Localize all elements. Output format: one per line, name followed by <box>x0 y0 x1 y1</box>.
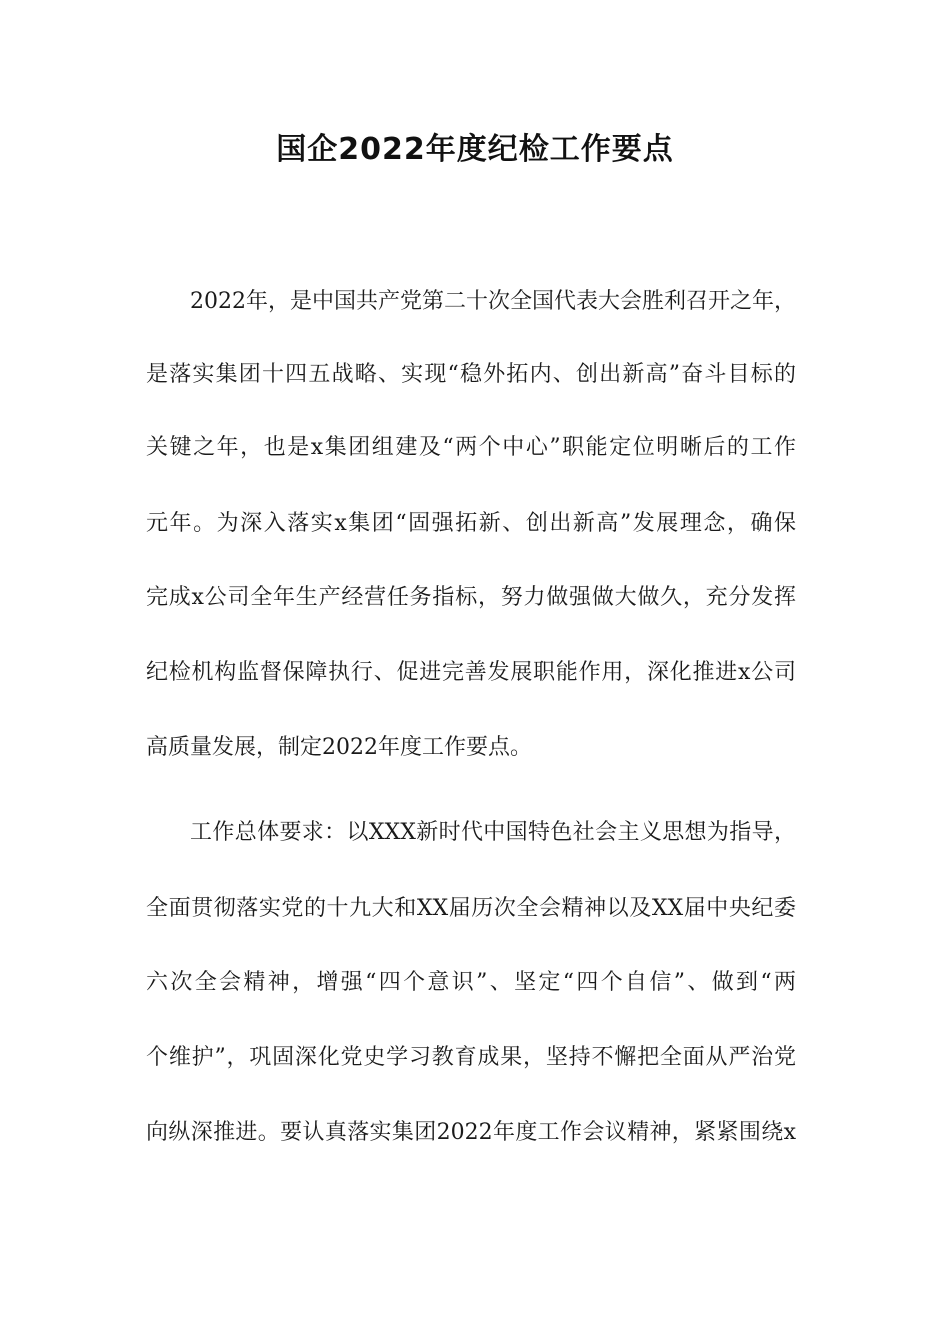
document-title: 国企2022年度纪检工作要点 <box>276 132 674 167</box>
text-line: 高质量发展，制定2022年度工作要点。 <box>146 735 532 760</box>
text-line: 完成x公司全年生产经营任务指标，努力做强做大做久，充分发挥 <box>146 585 796 610</box>
text-line: 是落实集团十四五战略、实现“稳外拓内、创出新高”奋斗目标的 <box>146 362 796 387</box>
text-line: 元年。为深入落实x集团“固强拓新、创出新高”发展理念，确保 <box>146 511 796 536</box>
text-line: 个维护”，巩固深化党史学习教育成果，坚持不懈把全面从严治党 <box>146 1045 796 1070</box>
text-line: 向纵深推进。要认真落实集团2022年度工作会议精神，紧紧围绕x <box>146 1120 796 1145</box>
text-line: 关键之年，也是x集团组建及“两个中心”职能定位明晰后的工作 <box>146 435 796 460</box>
text-line: 纪检机构监督保障执行、促进完善发展职能作用，深化推进x公司 <box>146 660 796 685</box>
text-line: 全面贯彻落实党的十九大和XX届历次全会精神以及XX届中央纪委 <box>146 896 796 921</box>
text-line: 工作总体要求：以XXX新时代中国特色社会主义思想为指导， <box>190 820 796 845</box>
text-line: 六次全会精神，增强“四个意识”、坚定“四个自信”、做到“两 <box>146 970 796 995</box>
text-line: 2022年，是中国共产党第二十次全国代表大会胜利召开之年， <box>190 289 796 314</box>
